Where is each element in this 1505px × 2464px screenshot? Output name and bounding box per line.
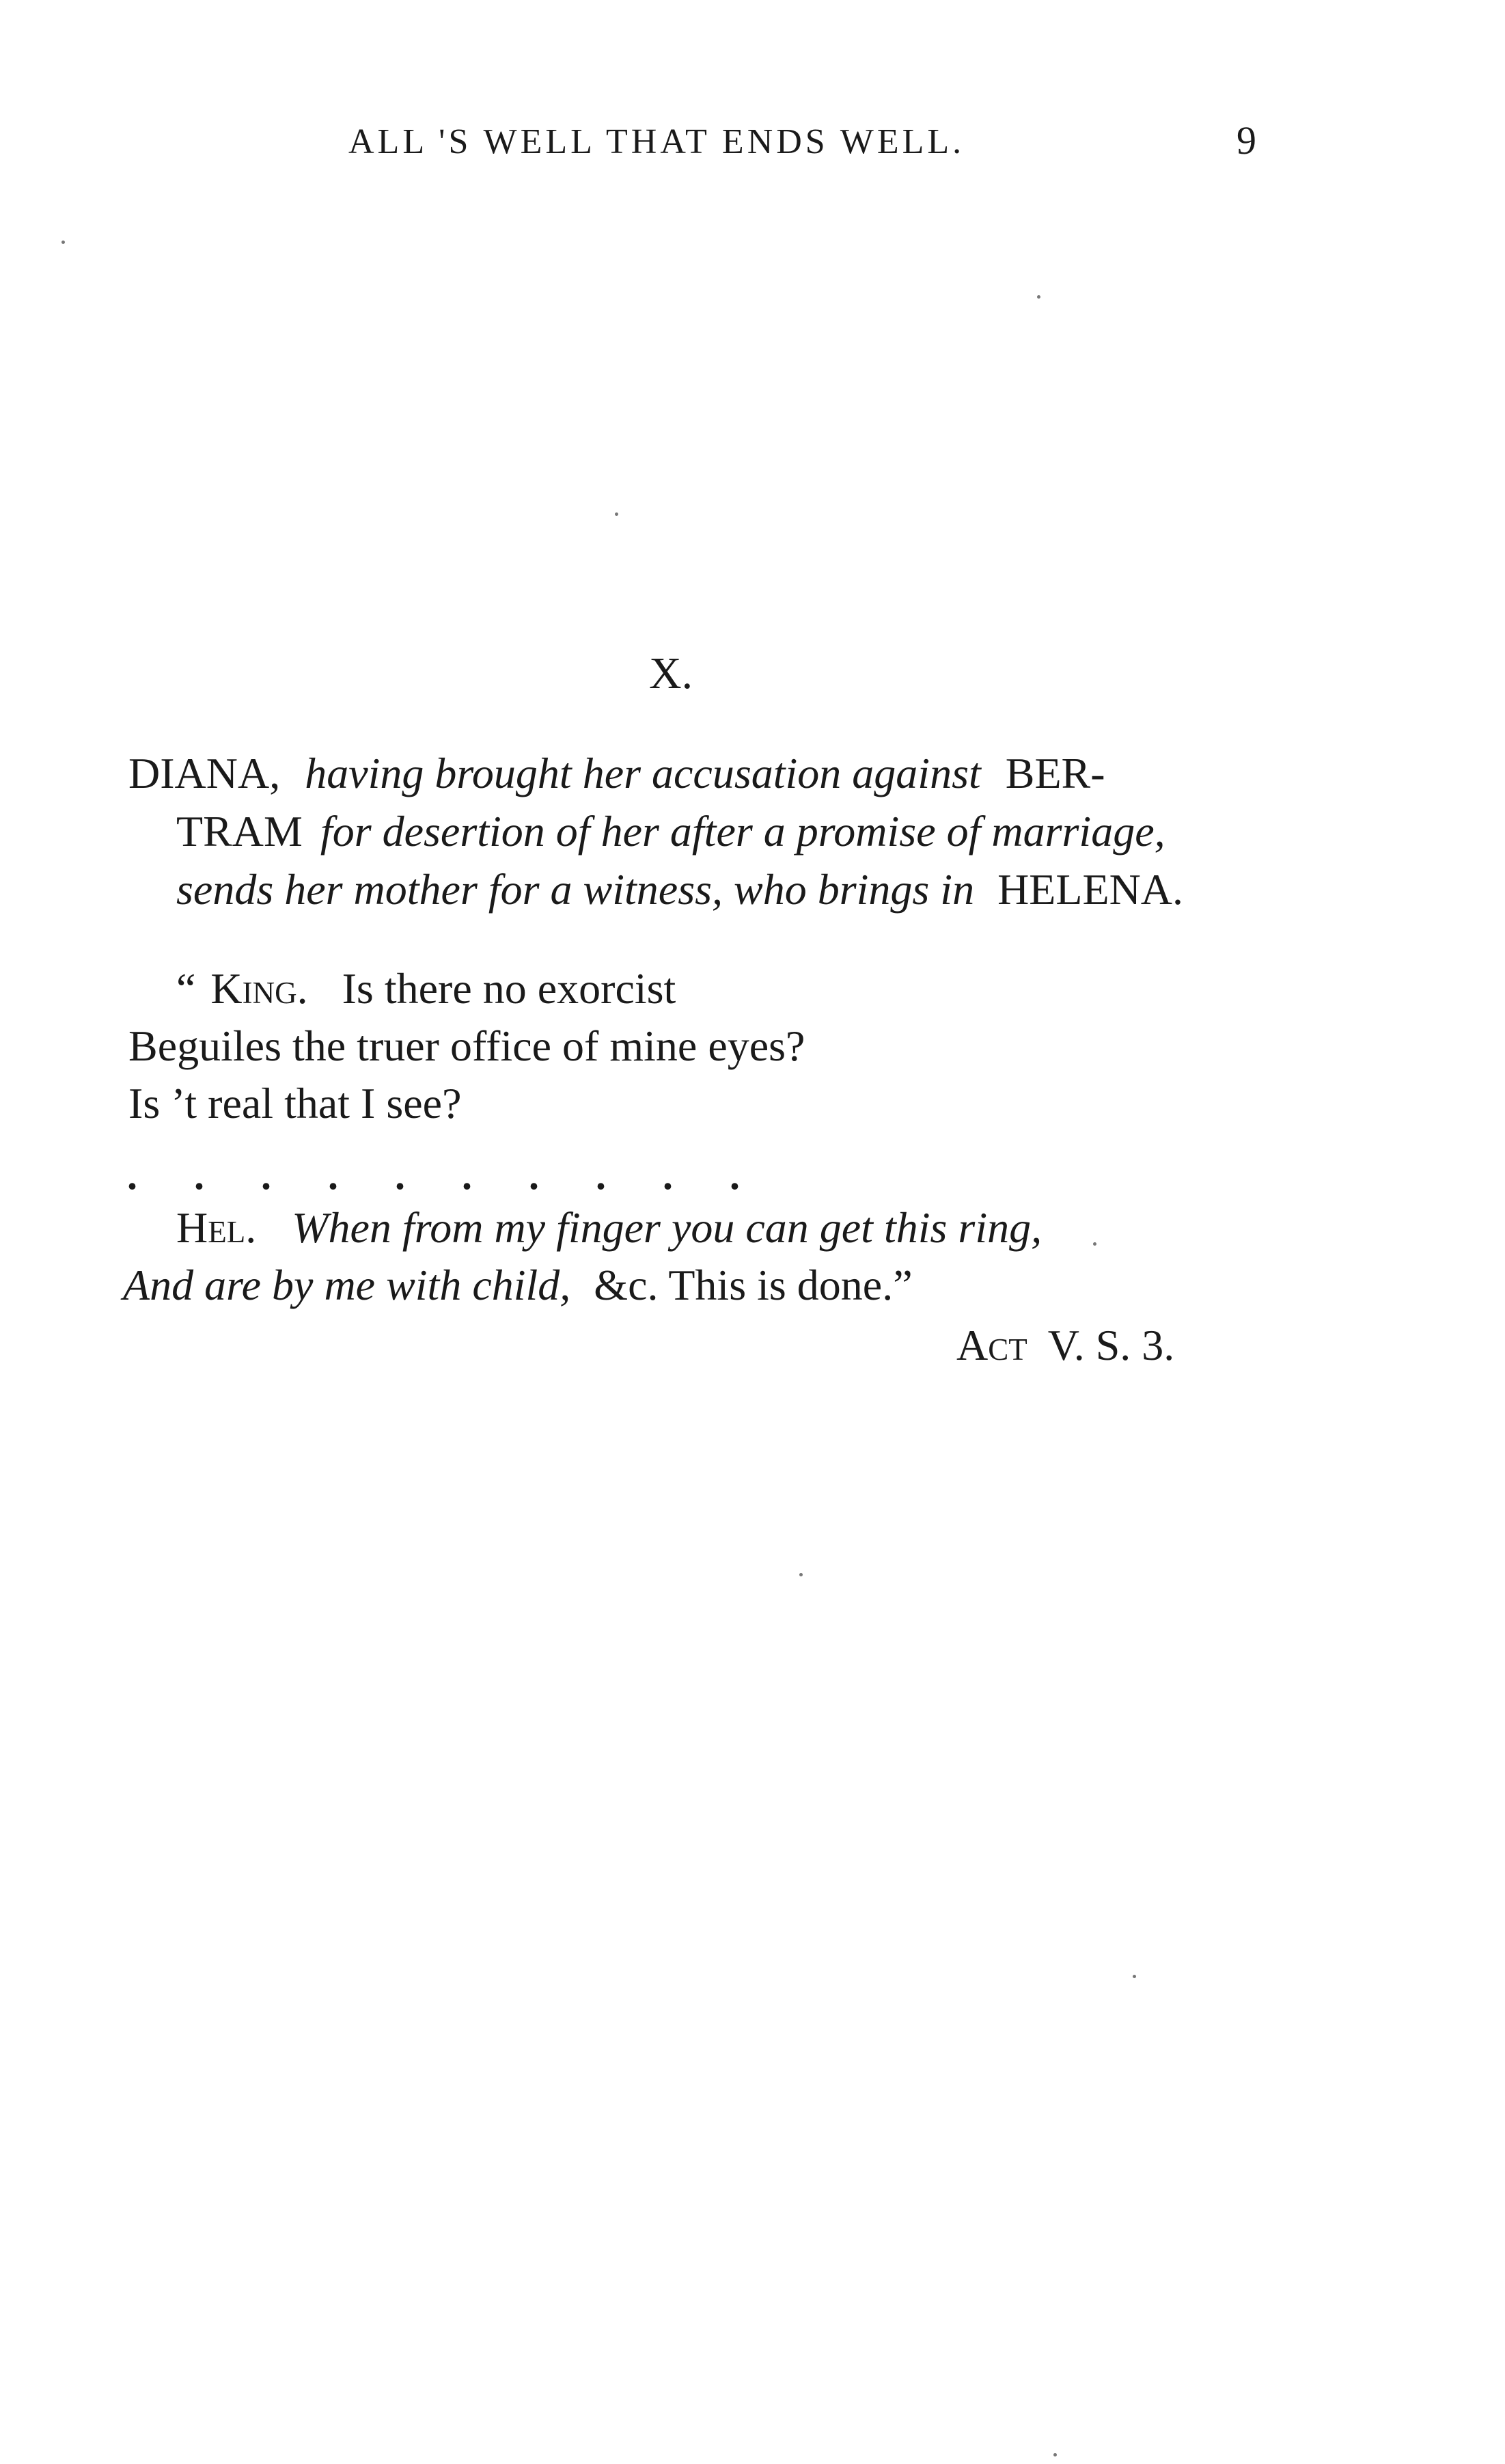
king-text-1: Is there no exorcist [342, 964, 676, 1013]
open-quote: “ [176, 964, 196, 1013]
ellipsis-dot: . [328, 1153, 338, 1198]
ellipsis-dot: . [462, 1153, 472, 1198]
ellipsis-dots [127, 1152, 797, 1199]
running-title: ALL 'S WELL THAT ENDS WELL. [348, 122, 965, 161]
argument-italic-3: sends her mother for a witness, who brings in [176, 865, 975, 914]
ellipsis-dot: . [261, 1153, 271, 1198]
paper-speck [1037, 295, 1040, 299]
name-diana: DIANA, [128, 749, 281, 797]
paper-speck [61, 241, 65, 244]
helena-text-2-rest: &c. This is done.” [594, 1261, 913, 1309]
helena-text-2-italic: And are by me with child, [123, 1261, 571, 1309]
paper-speck [1053, 2453, 1057, 2456]
name-ber: BER- [1005, 749, 1105, 797]
ellipsis-dot: . [529, 1153, 539, 1198]
paper-speck [799, 1573, 803, 1576]
name-tram: TRAM [176, 807, 303, 855]
paper-speck [615, 512, 618, 516]
ellipsis-dot: . [730, 1153, 740, 1198]
argument-line-3 [176, 864, 1183, 915]
paper-speck [1093, 1242, 1096, 1246]
citation-rest: V. S. 3. [1047, 1321, 1175, 1369]
ellipsis-dot: . [596, 1153, 606, 1198]
act-scene-citation [956, 1320, 1174, 1371]
ellipsis-dot: . [663, 1153, 673, 1198]
argument-italic-1: having brought her accusation against [305, 749, 981, 797]
citation-act: Act [956, 1321, 1027, 1369]
section-number: X. [649, 648, 693, 698]
page-number: 9 [1237, 118, 1256, 163]
name-helena: HELENA. [997, 865, 1183, 914]
ellipsis-dot: . [127, 1153, 137, 1198]
paper-speck [1133, 1975, 1136, 1978]
ellipsis-dot: . [395, 1153, 405, 1198]
helena-line-2 [123, 1260, 913, 1311]
king-line-3: Is ’t real that I see? [128, 1079, 462, 1127]
helena-line-1 [176, 1203, 1042, 1253]
helena-text-1: When from my finger you can get this ring, [292, 1203, 1043, 1252]
argument-italic-2: for desertion of her after a promise of marriage, [320, 807, 1165, 855]
king-line-1 [176, 963, 676, 1014]
king-line-2: Beguiles the truer office of mine eyes? [128, 1022, 805, 1070]
ellipsis-dot: . [194, 1153, 204, 1198]
speaker-king: King. [210, 964, 308, 1013]
argument-line-1 [128, 748, 1105, 799]
argument-line-2 [176, 806, 1165, 857]
speaker-helena: Hel. [176, 1203, 257, 1252]
